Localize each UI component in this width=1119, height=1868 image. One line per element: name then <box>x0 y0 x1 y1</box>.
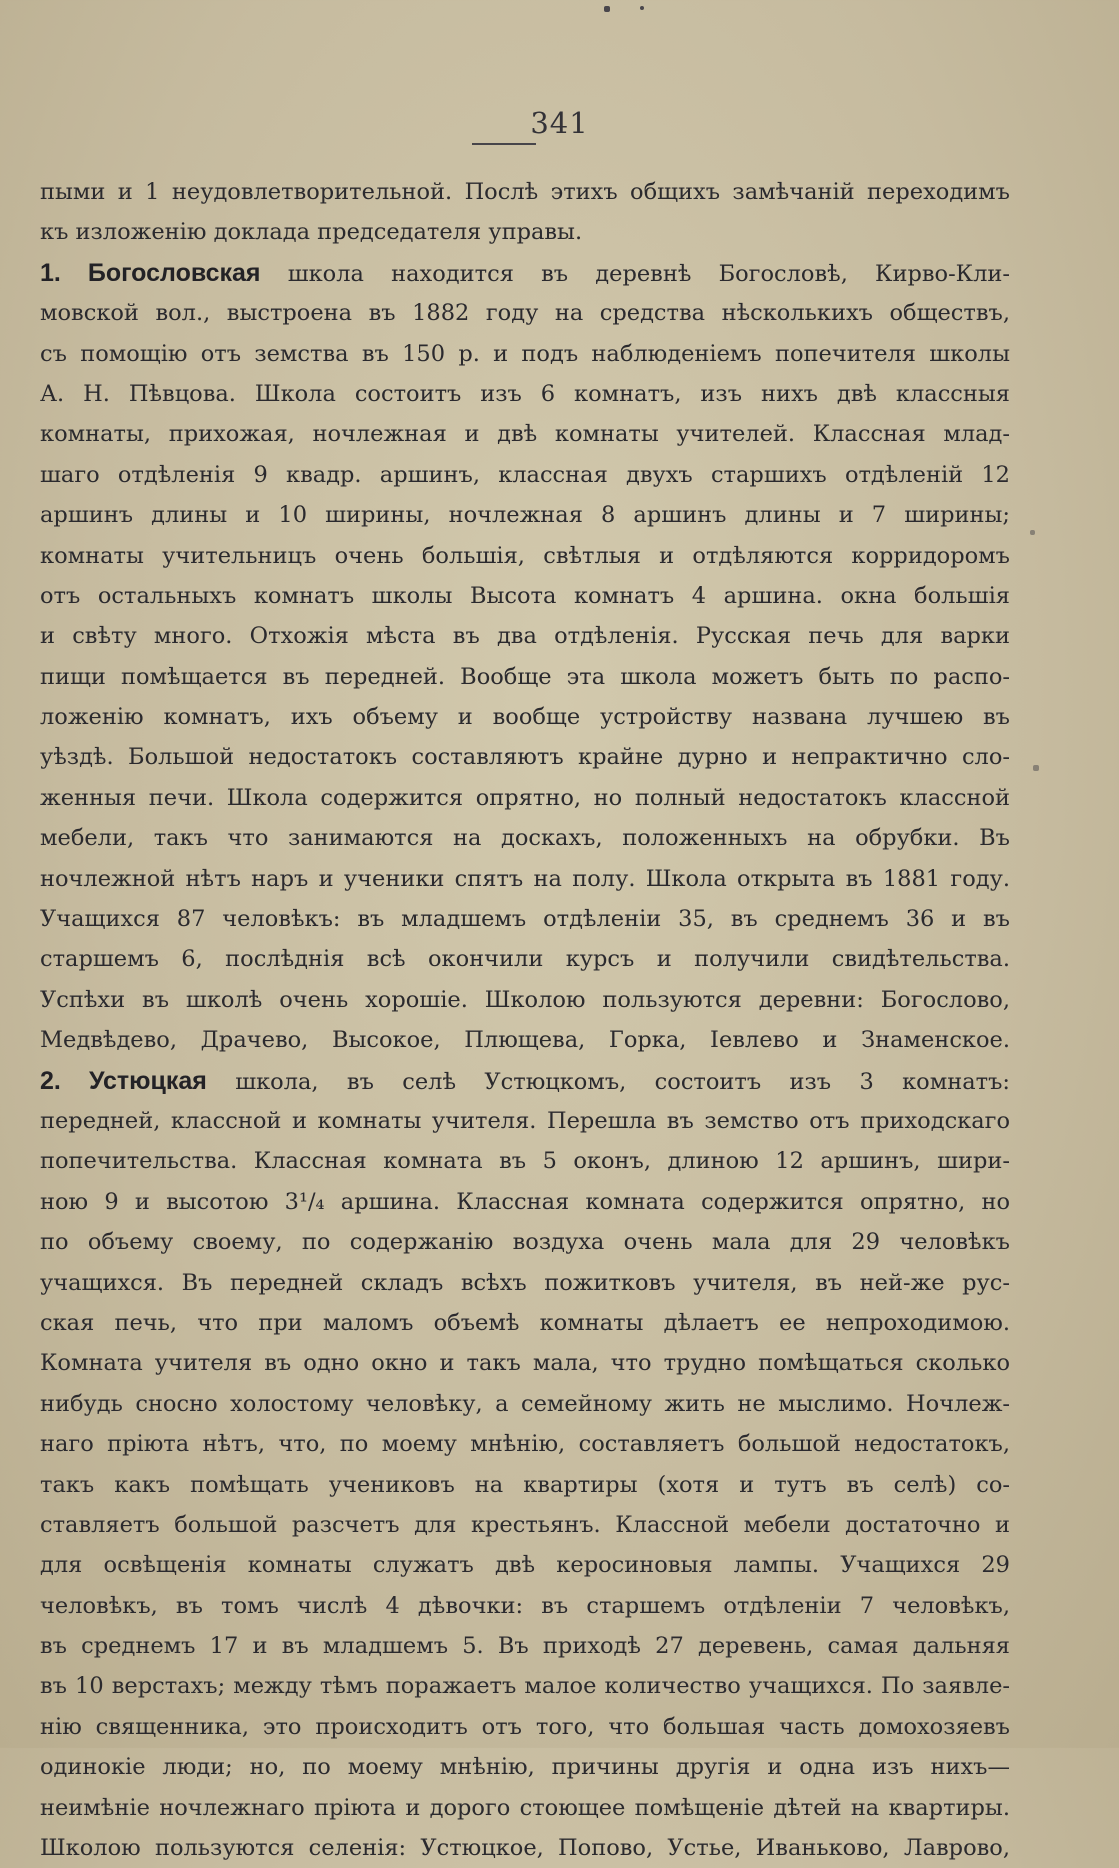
line-text: ночлежной нѣтъ наръ и ученики спятъ на полу. Школа открыта въ 1881 году. <box>40 865 1010 892</box>
line-text: Комната учителя въ одно окно и такъ мала, что трудно помѣщаться сколько <box>40 1350 1010 1377</box>
line-text: уѣздѣ. Большой недостатокъ составляютъ крайне дурно и непрактично сло- <box>40 744 1010 771</box>
text-line <box>40 859 1010 899</box>
line-text: нибудь сносно холостому человѣку, а семейному жить не мыслимо. Ночлеж- <box>40 1390 1010 1417</box>
text-line <box>40 1343 1010 1383</box>
text-line <box>40 657 1010 697</box>
text-line <box>40 1263 1010 1303</box>
text-line <box>40 536 1010 576</box>
line-text: пищи помѣщается въ передней. Вообще эта школа можетъ быть по распо- <box>40 663 1010 690</box>
text-line <box>40 1222 1010 1262</box>
line-text: съ помощiю отъ земства въ 150 р. и подъ наблюденiемъ попечителя школы <box>40 340 1010 367</box>
line-text: такъ какъ помѣщать учениковъ на квартиры (хотя и тутъ въ селѣ) со- <box>40 1471 1010 1498</box>
line-text: по объему своему, по содержанiю воздуха очень мала для 29 человѣкъ <box>40 1229 1010 1256</box>
text-line <box>40 1505 1010 1545</box>
text-line <box>40 899 1010 939</box>
school-heading: 1. Богословская <box>40 258 261 287</box>
line-text: въ среднемъ 17 и въ младшемъ 5. Въ приходѣ 27 деревень, самая дальняя <box>40 1633 1010 1660</box>
line-text: комнаты учительницъ очень большiя, свѣтлыя и отдѣляются корридоромъ <box>40 542 1010 569</box>
line-text: мовской вол., выстроена въ 1882 году на средства нѣсколькихъ обществъ, <box>40 300 1010 327</box>
text-line <box>40 253 1010 293</box>
text-line <box>40 334 1010 374</box>
line-text: учащихся. Въ передней складъ всѣхъ пожитковъ учителя, въ ней-же рус- <box>40 1269 1010 1296</box>
line-text: Школою пользуются селенiя: Устюцкое, Попово, Устье, Иваньково, Лаврово, <box>40 1835 1010 1862</box>
line-text: шаго отдѣленiя 9 квадр. аршинъ, классная двухъ старшихъ отдѣленiй 12 <box>40 461 1010 488</box>
line-text: попечительства. Классная комната въ 5 оконъ, длиною 12 аршинъ, шири- <box>40 1148 1010 1175</box>
text-line <box>40 697 1010 737</box>
text-line <box>40 1747 1010 1787</box>
text-line <box>40 414 1010 454</box>
text-line <box>40 293 1010 333</box>
text-line <box>40 172 1010 212</box>
line-text: въ 10 верстахъ; между тѣмъ поражаетъ малое количество учащихся. По заявле- <box>40 1673 1010 1700</box>
line-text: передней, классной и комнаты учителя. Перешла въ земство отъ приходскаго <box>40 1107 1010 1134</box>
text-line <box>40 737 1010 777</box>
text-line <box>40 576 1010 616</box>
text-line <box>40 212 1010 252</box>
line-text: пыми и 1 неудовлетворительной. Послѣ этихъ общихъ замѣчанiй переходимъ <box>40 179 1010 205</box>
text-line <box>40 455 1010 495</box>
line-text: школа, въ селѣ Устюцкомъ, состоитъ изъ 3 комнатъ: <box>206 1068 1010 1095</box>
text-line <box>40 980 1010 1020</box>
text-line <box>40 1707 1010 1747</box>
text-line <box>40 1465 1010 1505</box>
text-line <box>40 616 1010 656</box>
line-text: одинокiе люди; но, по моему мнѣнiю, причины другiя и одна изъ нихъ— <box>40 1754 1010 1781</box>
page-number: 341 <box>530 106 589 140</box>
text-line <box>40 939 1010 979</box>
page-number-underline <box>472 143 536 145</box>
text-line <box>40 1828 1010 1868</box>
text-line <box>40 1545 1010 1585</box>
margin-speck <box>640 6 644 10</box>
text-line <box>40 818 1010 858</box>
text-line <box>40 1424 1010 1464</box>
text-line <box>40 1666 1010 1706</box>
margin-speck <box>1030 530 1035 535</box>
line-text: ною 9 и высотою 3¹/₄ аршина. Классная комната содержится опрятно, но <box>40 1188 1010 1215</box>
text-line <box>40 1182 1010 1222</box>
line-text: ложенiю комнатъ, ихъ объему и вообще устройству названа лучшею въ <box>40 704 1010 731</box>
line-text: ская печь, что при маломъ объемѣ комнаты дѣлаетъ ее непроходимою. <box>40 1309 1010 1336</box>
line-text: комнаты, прихожая, ночлежная и двѣ комнаты учителей. Классная млад- <box>40 421 1010 448</box>
line-text: женныя печи. Школа содержится опрятно, но полный недостатокъ классной <box>40 784 1010 811</box>
margin-speck <box>604 6 610 12</box>
text-line <box>40 1141 1010 1181</box>
line-text: наго прiюта нѣтъ, что, по моему мнѣнiю, составляетъ большой недостатокъ, <box>40 1431 1010 1458</box>
line-text: старшемъ 6, послѣднiя всѣ окончили курсъ и получили свидѣтельства. <box>40 946 1010 973</box>
line-text: аршинъ длины и 10 ширины, ночлежная 8 аршинъ длины и 7 ширины; <box>40 502 1010 529</box>
text-line <box>40 1303 1010 1343</box>
body-text <box>40 172 1010 1868</box>
text-line <box>40 1788 1010 1828</box>
line-text: неимѣнiе ночлежнаго прiюта и дорого стоющее помѣщенiе дѣтей на квартиры. <box>40 1794 1010 1821</box>
text-line <box>40 778 1010 818</box>
line-text: отъ остальныхъ комнатъ школы Высота комнатъ 4 аршина. окна большiя <box>40 582 1010 609</box>
text-line <box>40 1586 1010 1626</box>
line-text: ставляетъ большой разсчетъ для крестьянъ. Классной мебели достаточно и <box>40 1511 1010 1538</box>
text-line <box>40 495 1010 535</box>
line-text: человѣкъ, въ томъ числѣ 4 дѣвочки: въ старшемъ отдѣленiи 7 человѣкъ, <box>40 1592 1010 1619</box>
text-line <box>40 1020 1010 1060</box>
line-text: для освѣщенiя комнаты служатъ двѣ керосиновыя лампы. Учащихся 29 <box>40 1552 1010 1579</box>
line-text: Учащихся 87 человѣкъ: въ младшемъ отдѣленiи 35, въ среднемъ 36 и въ <box>40 906 1010 933</box>
school-heading: 2. Устюцкая <box>40 1066 207 1095</box>
line-text: мебели, такъ что занимаются на доскахъ, положенныхъ на обрубки. Въ <box>40 825 1010 852</box>
text-line <box>40 1101 1010 1141</box>
line-text: къ изложенiю доклада председателя управы. <box>40 219 583 246</box>
line-text: школа находится въ деревнѣ Богословѣ, Кирво-Кли- <box>260 260 1010 287</box>
margin-speck <box>1033 765 1039 771</box>
line-text: и свѣту много. Отхожiя мѣста въ два отдѣленiя. Русская печь для варки <box>40 623 1010 650</box>
line-text: А. Н. Пѣвцова. Школа состоитъ изъ 6 комнатъ, изъ нихъ двѣ классныя <box>40 380 1010 407</box>
text-line <box>40 1626 1010 1666</box>
text-line <box>40 374 1010 414</box>
line-text: нiю священника, это происходитъ отъ того, что большая часть домохозяевъ <box>40 1713 1010 1740</box>
line-text: Успѣхи въ школѣ очень хорошiе. Школою пользуются деревни: Богослово, <box>40 986 1010 1013</box>
text-line <box>40 1384 1010 1424</box>
text-line <box>40 1061 1010 1101</box>
line-text: Медвѣдево, Драчево, Высокое, Плющева, Горка, Iевлево и Знаменское. <box>40 1027 1010 1054</box>
